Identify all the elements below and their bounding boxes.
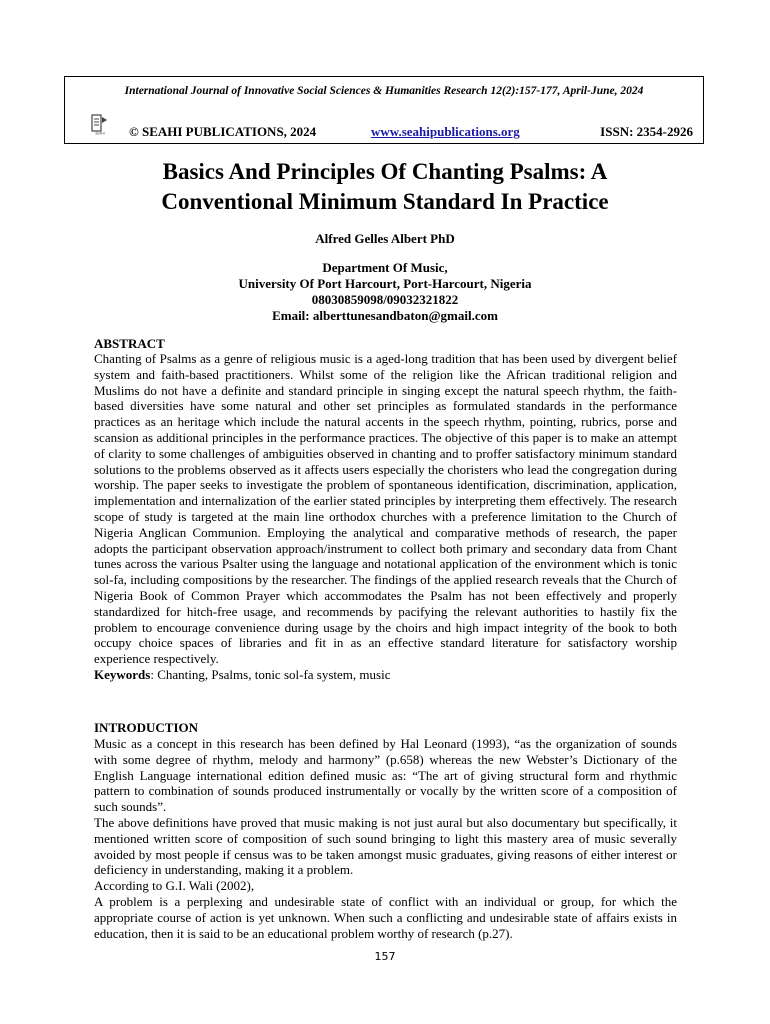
introduction-heading: INTRODUCTION — [94, 720, 199, 735]
copyright-notice: © SEAHI PUBLICATIONS, 2024 — [129, 124, 317, 139]
intro-paragraph-3: According to G.I. Wali (2002), — [94, 878, 255, 894]
intro-paragraph-2: The above definitions have proved that music making is not just aural but also documentary but specifically, it mentioned written score of composition of such sound bringing to light this mastery area of music severally avoided by most people if census was to be taken amongst music graduates, giving reasons of either interest or deficiency in understanding, making it a problem. — [94, 814, 677, 878]
journal-citation: International Journal of Innovative Social Sciences & Humanities Research 12(2):157-177, April-June, 2024 — [124, 85, 644, 97]
page-number: 157 — [374, 950, 396, 963]
title-line-1: Basics And Principles Of Chanting Psalms: A — [162, 159, 608, 184]
keywords-values: : Chanting, Psalms, tonic sol-fa system, music — [150, 666, 391, 682]
introduction-section — [94, 736, 677, 941]
phone-numbers: 08030859098/09032321822 — [311, 292, 459, 307]
author-affiliation — [0, 260, 770, 324]
abstract-section — [94, 351, 677, 683]
keywords-line — [94, 667, 677, 683]
publisher-website-link[interactable]: www.seahipublications.org — [371, 124, 520, 139]
author-email: Email: alberttunesandbaton@gmail.com — [272, 308, 498, 323]
intro-paragraph-4: A problem is a perplexing and undesirable state of conflict with an individual or group, for which the appropriate course of action is yet unknown. When such a conflicting and undesirable state of affairs exists in education, then it is said to be an educational problem worthy of research (p.27). — [94, 893, 677, 941]
journal-header — [64, 76, 704, 144]
department: Department Of Music, — [322, 260, 448, 275]
keywords-label: Keywords — [94, 666, 151, 682]
svg-text:SEAHI: SEAHI — [95, 131, 105, 135]
publisher-logo-icon — [91, 113, 109, 135]
intro-paragraph-1: Music as a concept in this research has been defined by Hal Leonard (1993), “as the organization of sounds with some degree of rhythm, melody and harmony” (p.658) whereas the new Webster’s Dictionary of the English Language international edition defined music as: “The art of giving structural form and rhythmic pattern to combination of sounds produced instrumentally or vocally by the written score of a composition of such sounds”. — [94, 736, 677, 815]
abstract-heading: ABSTRACT — [94, 336, 165, 351]
paper-title — [80, 157, 690, 217]
title-line-2: Conventional Minimum Standard In Practice — [161, 189, 609, 214]
author-name: Alfred Gelles Albert PhD — [315, 231, 455, 246]
issn-number: ISSN: 2354-2926 — [600, 124, 693, 139]
university: University Of Port Harcourt, Port-Harcourt, Nigeria — [238, 276, 532, 291]
abstract-text: Chanting of Psalms as a genre of religious music is a aged-long tradition that has been used by divergent belief system and faith-based practitioners. Whilst some of the religion like the African traditional religion and Muslims do not have a definite and standard principle in singing except the natural speech rhythm, the faith-based diversities have some natural and other set principles as formulated standards in the performance practices as an heritage which include the natural accents in the speech rhythm, pointing, rubrics, porse and scansion as additional principles in the performance practices. The objective of this paper is to make an attempt of clarity to some challenges of ambiguities observed in chanting and to proffer satisfactory minimum standard solutions to the problems observed as it affects users especially the choristers who lead the congregation during worship. The paper seeks to investigate the problem of spontaneous identification, discrimination, application, implementation and internalization of the earlier stated principles by interpreting them effectively. The research scope of study is targeted at the main line orthodox churches with a preference limitation to the Church of Nigeria Anglican Communion. Employing the analytical and comparative methods of research, the paper adopts the participant observation approach/instrument to collect both primary and secondary data from Chant tunes across the various Psalter using the language and notational application of the environment which is tonic sol-fa, including compositions by the researcher. The findings of the applied research reveals that the Church of Nigeria Book of Common Prayer which accommodates the Psalm has not been effectively and properly standardized for hitch-free usage, and recommends by pacifying the relevant authorities to hastily fix the problem to encourage convenience during usage by the choirs and high impact integrity of the book to both occupy choice spaces of libraries and fit in as an effective standard literature for satisfactory worship experience respectively. — [94, 351, 677, 667]
